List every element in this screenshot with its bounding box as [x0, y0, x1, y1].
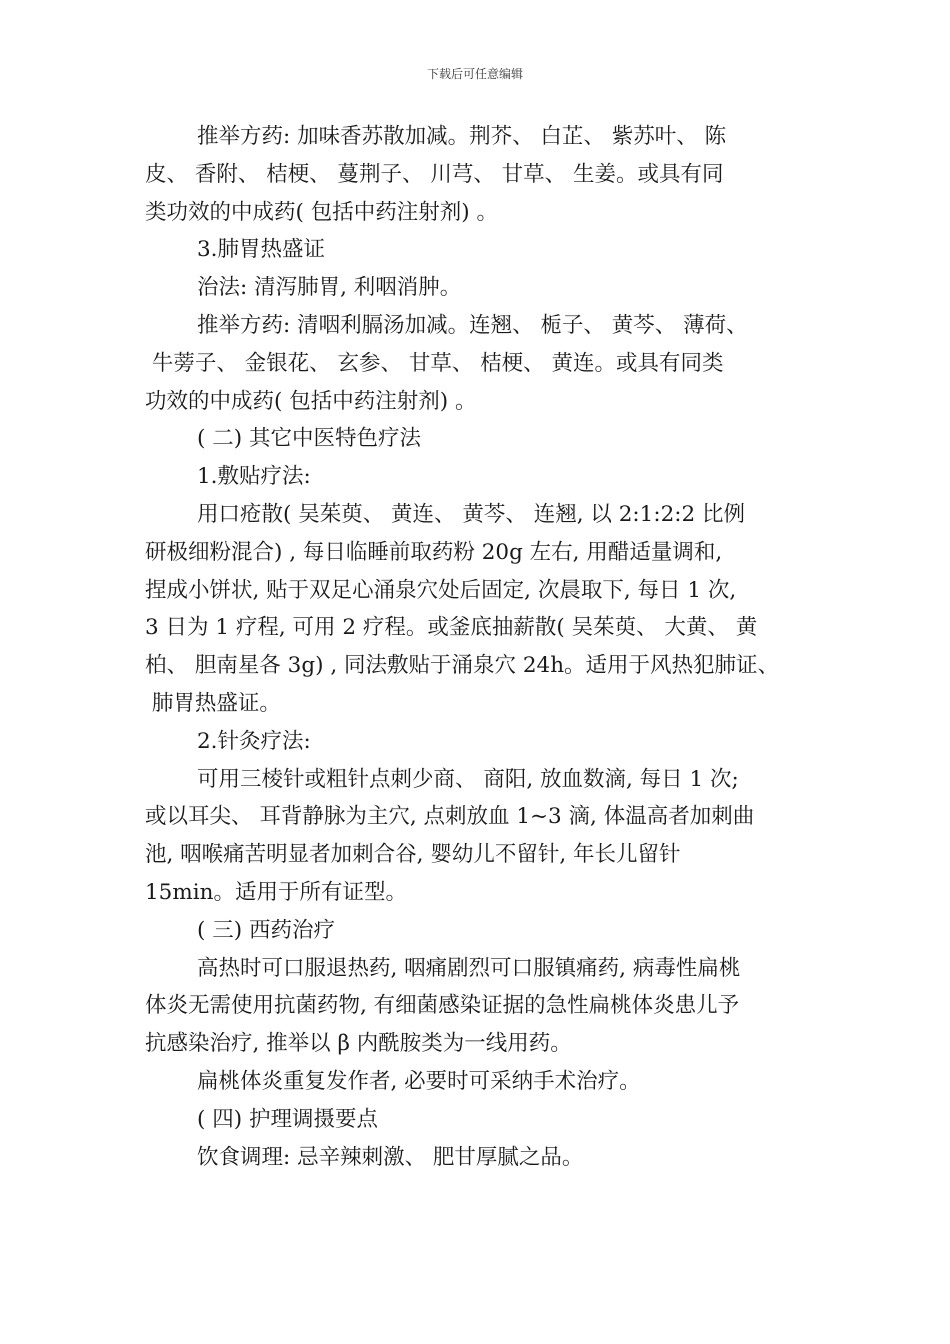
- text-line: 或以耳尖、 耳背静脉为主穴, 点刺放血 1~3 滴, 体温高者加刺曲: [145, 804, 755, 830]
- section-heading: 2.针灸疗法:: [197, 728, 311, 754]
- text-line: 高热时可口服退热药, 咽痛剧烈可口服镇痛药, 病毒性扁桃: [197, 955, 741, 981]
- text-line: 用口疮散( 吴茱萸、 黄连、 黄芩、 连翘, 以 2:1:2:2 比例: [197, 501, 746, 527]
- section-heading: 1.敷贴疗法:: [197, 464, 311, 490]
- text-line: 捏成小饼状, 贴于双足心涌泉穴处后固定, 次晨取下, 每日 1 次,: [145, 577, 737, 603]
- text-line: 牛蒡子、 金银花、 玄参、 甘草、 桔梗、 黄连。或具有同类: [145, 350, 724, 376]
- text-line: 肺胃热盛证。: [145, 690, 281, 716]
- text-line: 体炎无需使用抗菌药物, 有细菌感染证据的急性扁桃体炎患儿予: [145, 993, 740, 1019]
- text-line: 类功效的中成药( 包括中药注射剂) 。: [145, 199, 498, 225]
- text-line: 治法: 清泻肺胃, 利咽消肿。: [197, 275, 462, 301]
- text-line: 扁桃体炎重复发作者, 必要时可采纳手术治疗。: [197, 1068, 641, 1094]
- text-line: 研极细粉混合) , 每日临睡前取药粉 20g 左右, 用醋适量调和,: [145, 539, 723, 565]
- text-line: 抗感染治疗, 推举以 β 内酰胺类为一线用药。: [145, 1031, 572, 1057]
- text-line: 推举方药: 清咽利膈汤加减。连翘、 栀子、 黄芩、 薄荷、: [197, 312, 748, 338]
- text-line: 皮、 香附、 桔梗、 蔓荆子、 川芎、 甘草、 生姜。或具有同: [145, 161, 724, 187]
- section-heading: ( 四) 护理调摄要点: [197, 1106, 378, 1132]
- text-line: 3 日为 1 疗程, 可用 2 疗程。或釜底抽薪散( 吴茱萸、 大黄、 黄: [145, 615, 758, 641]
- text-line: 功效的中成药( 包括中药注射剂) 。: [145, 388, 477, 414]
- text-line: 饮食调理: 忌辛辣刺激、 肥甘厚腻之品。: [197, 1144, 584, 1170]
- section-heading: 3.肺胃热盛证: [197, 237, 326, 263]
- document-body: [145, 118, 817, 1176]
- section-heading: ( 二) 其它中医特色疗法: [197, 426, 421, 452]
- text-line: 15min。适用于所有证型。: [145, 879, 407, 905]
- section-heading: ( 三) 西药治疗: [197, 917, 335, 943]
- text-line: 可用三棱针或粗针点刺少商、 商阳, 放血数滴, 每日 1 次;: [197, 766, 739, 792]
- page-header: 下载后可任意编辑: [426, 67, 523, 81]
- text-line: 池, 咽喉痛苦明显者加刺合谷, 婴幼儿不留针, 年长儿留针: [145, 842, 681, 868]
- text-line: 推举方药: 加味香苏散加减。荆芥、 白芷、 紫苏叶、 陈: [197, 124, 727, 149]
- text-line: 柏、 胆南星各 3g) , 同法敷贴于涌泉穴 24h。适用于风热犯肺证、: [145, 653, 780, 679]
